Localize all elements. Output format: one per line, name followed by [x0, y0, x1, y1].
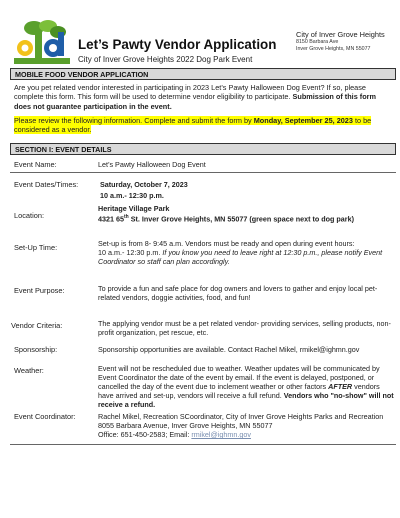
deadline-date: Monday, September 25, 2023	[253, 116, 353, 125]
org-address-block	[296, 30, 396, 52]
coordinator-contact: Office: 651-450-2583; Email:	[98, 430, 192, 439]
section-header-application: MOBILE FOOD VENDOR APPLICATION	[10, 68, 396, 80]
document-title: Let’s Pawty Vendor Application	[78, 37, 277, 52]
weather-text-1: Event will not be rescheduled due to weather. Weather updates will be communicated by Event Coordinator the date of the event by email. If the event is delayed, postponed, or cancelled the day of the event due to inclement weather or other factors	[98, 364, 380, 391]
org-address-line-2: Inver Grove Heights, MN 55077	[296, 45, 371, 52]
title-block	[78, 38, 288, 64]
event-purpose-value: To provide a fun and safe place for dog owners and lovers to gather and enjoy local pet-related vendors, doggie activities, food, and fun!	[98, 284, 378, 302]
city-logo-icon	[14, 18, 70, 64]
event-coordinator-value	[98, 412, 394, 439]
section-bottom-divider	[10, 444, 396, 445]
weather-value	[98, 364, 394, 409]
deadline-text-2: to be considered as a vendor.	[14, 116, 372, 135]
org-address-line-1: 8150 Barbara Ave	[296, 39, 339, 45]
coordinator-text: Rachel Mikel, Recreation SCoordinator, City of Inver Grove Heights Parks and Recreation 8055 Barbara Avenue, Inver Grove Heights, MN 55077	[98, 412, 384, 430]
intro-paragraph	[14, 83, 392, 111]
intro-text: Are you pet related vendor interested in participating in 2023 Let’s Pawty Halloween Dog Event? If so, please complete this form. This form will be used to determine vendor eligibility to participate.	[14, 83, 366, 102]
setup-time-value	[98, 239, 394, 266]
setup-note: If you know you need to leave right at 12:30 p.m., please notify Event Coordinator so staff can plan accordingly.	[98, 248, 383, 266]
deadline-text-1: Please review the following information. Complete and submit the form by	[14, 116, 254, 125]
location-address-suffix: th	[123, 214, 129, 220]
event-name-value: Let’s Pawty Halloween Dog Event	[98, 160, 206, 169]
setup-time-label: Set-Up Time:	[14, 243, 58, 252]
event-dates-label: Event Dates/Times:	[14, 180, 79, 189]
event-coordinator-label: Event Coordinator:	[14, 412, 76, 421]
org-name: City of Inver Grove Heights	[296, 30, 385, 39]
sponsorship-value: Sponsorship opportunities are available. Contact Rachel Mikel, rmikel@ighmn.gov	[98, 345, 360, 354]
vendor-criteria-label: Vendor Criteria:	[11, 321, 63, 330]
event-purpose-label: Event Purpose:	[14, 286, 65, 295]
location-label: Location:	[14, 211, 44, 220]
location-address-rest: St. Inver Grove Heights, MN 55077 (green space next to dog park)	[128, 214, 354, 224]
weather-text-2: vendors have arrived and set-up, vendors will receive a full refund.	[98, 382, 380, 400]
sponsorship-label: Sponsorship:	[14, 345, 58, 354]
event-name-label: Event Name:	[14, 160, 57, 169]
vendor-criteria-value: The applying vendor must be a pet related vendor- providing services, selling products, non-profit organization, pet rescue, etc.	[98, 319, 391, 337]
location-address-number: 4321 65	[98, 214, 124, 224]
setup-text-2: 10 a.m.- 12:30 p.m.	[98, 248, 163, 257]
setup-text-1: Set-up is from 8- 9:45 a.m. Vendors must be ready and open during event hours:	[98, 239, 355, 248]
location-address	[98, 213, 394, 223]
coordinator-email-link[interactable]: rmikel@ighmn.gov	[191, 430, 251, 439]
weather-no-show-note: Vendors who "no-show" will not receive a refund.	[98, 391, 394, 409]
intro-bold-text: Submission of this form does not guarantee participation in the event.	[14, 92, 377, 111]
event-time-value: 10 a.m.- 12:30 p.m.	[100, 191, 164, 200]
deadline-paragraph	[14, 116, 392, 135]
location-name: Heritage Village Park	[98, 204, 170, 213]
weather-label: Weather:	[14, 366, 44, 375]
section-header-event-details: SECTION I: EVENT DETAILS	[10, 143, 396, 155]
weather-after-emphasis: AFTER	[328, 382, 353, 391]
event-date-value: Saturday, October 7, 2023	[100, 180, 188, 189]
document-subtitle: City of Inver Grove Heights 2022 Dog Park Event	[78, 55, 253, 64]
row-divider	[10, 172, 396, 173]
